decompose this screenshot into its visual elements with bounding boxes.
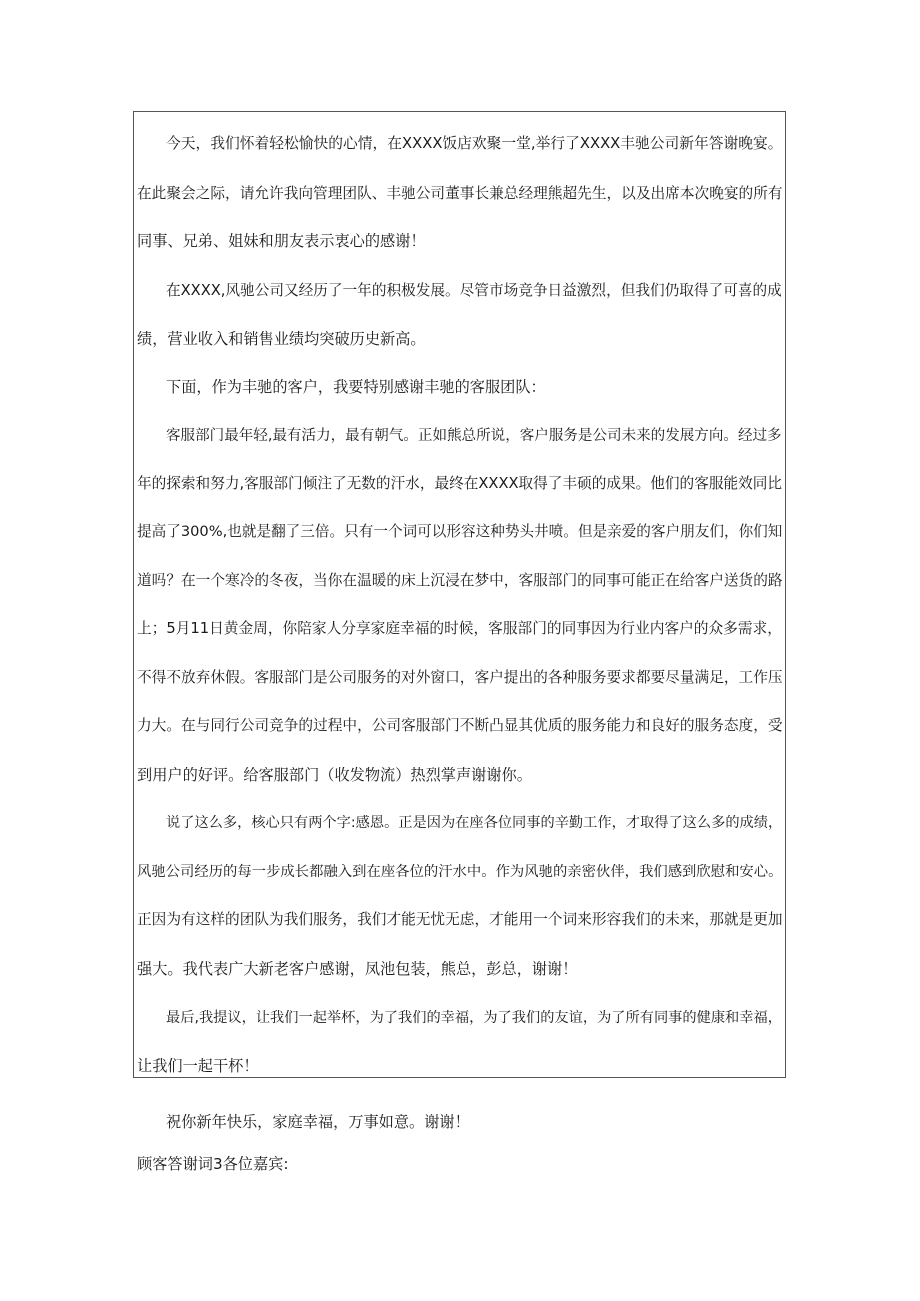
text-line: 不得不放弃休假。客服部门是公司服务的对外窗口，客户提出的各种服务要求都要尽量满足，工作压 [137,669,783,686]
speech-text-box [133,111,786,1078]
text-line: 最后,我提议，让我们一起举杯，为了我们的幸福，为了我们的友谊，为了所有同事的健康和幸福， [166,1010,782,1026]
text-line: 客服部门最年轻,最有活力，最有朝气。正如熊总所说，客户服务是公司未来的发展方向。经过多 [166,427,782,444]
text-line: 上；5月11日黄金周，你陪家人分享家庭幸福的时候，客服部门的同事因为行业内客户的众多需求， [137,620,782,637]
next-section-heading: 顾客答谢词3各位嘉宾: [137,1155,289,1173]
text-line: 到用户的好评。给客服部门（收发物流）热烈掌声谢谢你。 [137,766,532,784]
text-line: 力大。在与同行公司竞争的过程中，公司客服部门不断凸显其优质的服务能力和良好的服务态度，受 [137,717,783,734]
text-line: 正因为有这样的团队为我们服务，我们才能无忧无虑，才能用一个词来形容我们的未来，那就是更加 [137,911,783,928]
text-line: 风驰公司经历的每一步成长都融入到在座各位的汗水中。作为风驰的亲密伙伴，我们感到欣慰和安心。 [137,864,783,880]
closing-line: 祝你新年快乐，家庭幸福，万事如意。谢谢！ [166,1113,470,1131]
text-line: 绩，营业收入和销售业绩均突破历史新高。 [137,330,426,348]
text-line: 同事、兄弟、姐妹和朋友表示衷心的感谢！ [137,232,426,250]
text-line: 在此聚会之际，请允许我向管理团队、丰驰公司董事长兼总经理熊超先生，以及出席本次晚宴的所有 [137,185,783,202]
text-line: 道吗？在一个寒冷的冬夜，当你在温暖的床上沉浸在梦中，客服部门的同事可能正在给客户送货的路 [137,572,783,589]
text-line: 年的探索和努力,客服部门倾注了无数的汗水，最终在XXXX取得了丰硕的成果。他们的客服能效同比 [137,475,783,492]
text-line: 今天，我们怀着轻松愉快的心情，在XXXX饭店欢聚一堂,举行了XXXX丰驰公司新年答谢晚宴。 [166,135,783,152]
text-line: 提高了300%,也就是翻了三倍。只有一个词可以形容这种势头井喷。但是亲爱的客户朋友们，你们知 [137,523,783,540]
text-line: 下面，作为丰驰的客户，我要特别感谢丰驰的客服团队： [166,378,546,396]
text-line: 让我们一起干杯！ [137,1057,259,1075]
text-line: 在XXXX,风驰公司又经历了一年的积极发展。尽管市场竞争日益激烈，但我们仍取得了可喜的成 [166,282,782,299]
text-line: 强大。我代表广大新老客户感谢，凤池包装，熊总，彭总，谢谢！ [137,960,578,978]
text-line: 说了这么多，核心只有两个字:感恩。正是因为在座各位同事的辛勤工作，才取得了这么多的成绩， [166,815,783,831]
